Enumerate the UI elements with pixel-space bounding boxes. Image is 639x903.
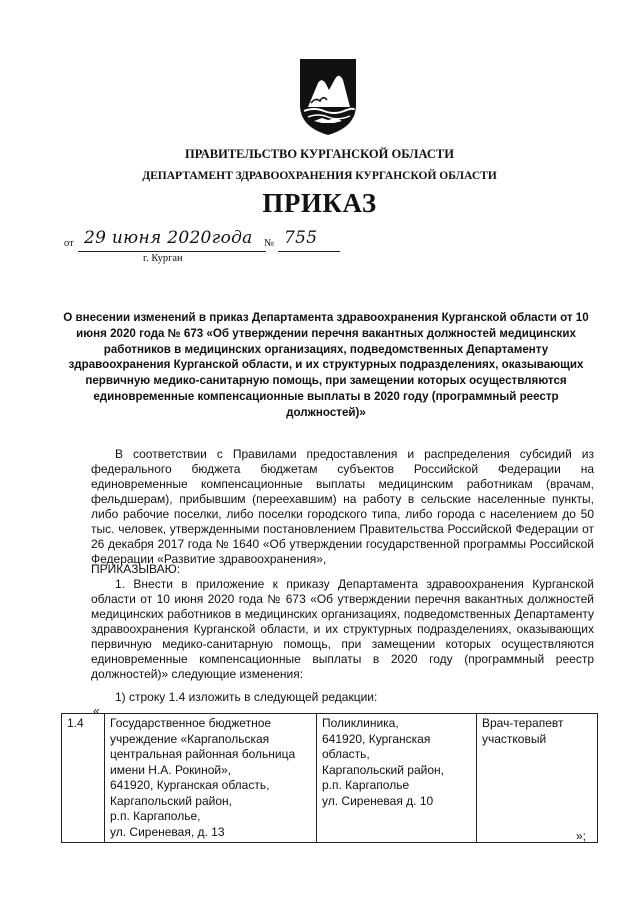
organization-line: ул. Сиреневая, д. 13 <box>110 824 225 839</box>
row-number-cell <box>62 714 105 843</box>
subdivision-line: Поликлиника, <box>322 716 399 730</box>
government-title: ПРАВИТЕЛЬСТВО КУРГАНСКОЙ ОБЛАСТИ <box>185 147 454 161</box>
quote-open-mark: « <box>93 704 100 718</box>
preamble-paragraph: В соответствии с Правилами предоставления и распределения субсидий из федерального бюджета бюджетам субъектов Российской Федерации на единовременные компенсационные выплаты медицинским работникам (врачам, фельдшерам), прибывшим (переехавшим) на работу в сельские населенные пункты, либо рабочие поселки, либо поселки городского типа, либо города с населением до 50 тыс. человек, утвержденными постановлением Правительства Российской Федерации от 26 декабря 2017 года № 1640 «Об утверждении государственной программы Российской Федерации «Развитие здравоохранения», <box>91 447 594 566</box>
order-word: ПРИКАЗЫВАЮ: <box>91 562 181 576</box>
number-underline <box>278 251 340 252</box>
department-title: ДЕПАРТАМЕНТ ЗДРАВООХРАНЕНИЯ КУРГАНСКОЙ ОБЛАСТИ <box>142 170 497 182</box>
row-number: 1.4 <box>67 716 84 730</box>
organization-line: 641920, Курганская область, <box>110 778 270 792</box>
organization-line: Каргапольский район, <box>110 793 232 808</box>
organization-line: р.п. Каргаполье, <box>110 809 201 823</box>
order-subject: О внесении изменений в приказ Департамента здравоохранения Курганской области от 10 июня 2020 года № 673 «Об утверждении перечня вакантных должностей медицинских работников в медицинских организациях, подведомственных Департаменту здравоохранения Курганской области, и их структурных подразделениях, оказывающих первичную медико-санитарную помощь, при замещении которых осуществляются единовременные компенсационные выплаты в 2020 году (программный реестр должностей)» <box>63 311 589 419</box>
handwritten-date: 29 июня 2020года <box>84 228 253 248</box>
clause-1-subitem: 1) строку 1.4 изложить в следующей редакции: <box>115 690 378 704</box>
document-type-title: ПРИКАЗ <box>262 188 377 218</box>
coat-of-arms-emblem <box>298 57 358 137</box>
position-line: участковый <box>482 731 547 746</box>
subdivision-line: область, <box>322 747 370 761</box>
date-underline <box>78 251 266 252</box>
city-label: г. Курган <box>143 253 183 264</box>
number-label: № <box>264 238 275 249</box>
organization-cell <box>105 714 317 843</box>
subdivision-cell <box>317 714 477 843</box>
table-row <box>62 714 598 843</box>
organization-line: Государственное бюджетное <box>110 716 272 730</box>
organization-line: имени Н.А. Рокиной», <box>110 762 232 777</box>
subdivision-line: р.п. Каргаполье <box>322 778 410 792</box>
position-line: Врач-терапевт <box>482 716 564 730</box>
handwritten-number: 755 <box>284 228 318 248</box>
subdivision-line: ул. Сиреневая д. 10 <box>322 793 434 808</box>
organization-line: учреждение «Каргапольская <box>110 731 270 746</box>
clause-1-paragraph: 1. Внести в приложение к приказу Департамента здравоохранения Курганской области от 10 июня 2020 года № 673 «Об утверждении перечня вакантных должностей медицинских работников в медицинских организациях, подведомственных Департаменту здравоохранения Курганской области, и их структурных подразделениях, оказывающих первичную медико-санитарную помощь, при замещении которых осуществляются единовременные компенсационные выплаты в 2020 году (программный реестр должностей)» следующие изменения: <box>91 577 594 681</box>
date-from-label: от <box>64 238 74 249</box>
subdivision-line: 641920, Курганская <box>322 731 431 746</box>
position-cell <box>477 714 598 843</box>
registry-table <box>61 713 598 843</box>
subdivision-line: Каргапольский район, <box>322 762 444 777</box>
organization-line: центральная районная больница <box>110 747 296 761</box>
quote-close-mark: »; <box>576 829 587 843</box>
